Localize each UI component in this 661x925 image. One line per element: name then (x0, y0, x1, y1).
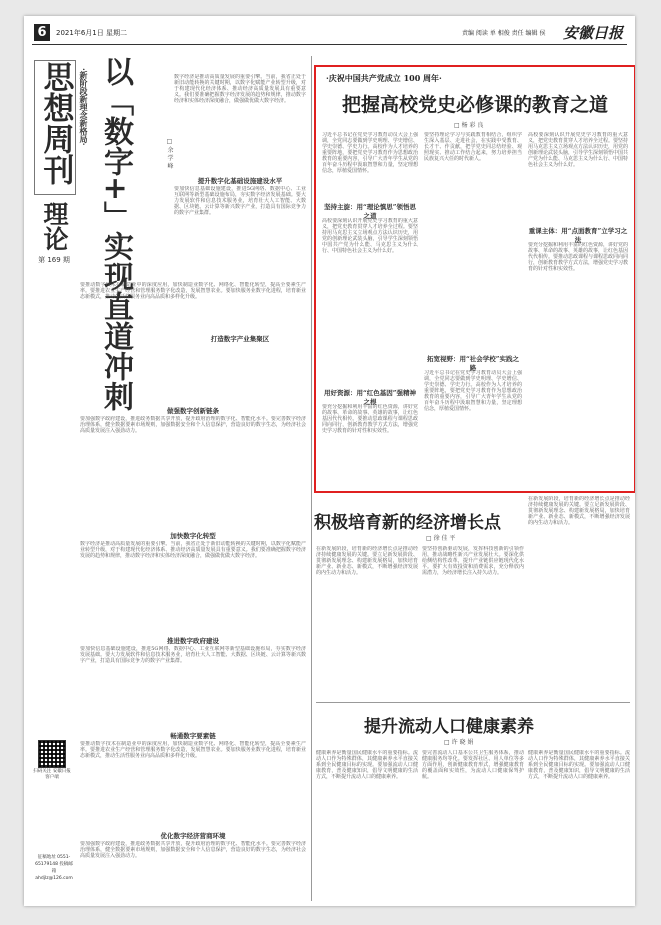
qr-code (38, 740, 66, 768)
article2-subhead: 拓宽视野：用“社会学校”实践之路 (427, 355, 519, 372)
article1-paragraph: 数字经济是推动高质量发展的重要引擎。当前，我省正处于新旧动能转换的关键时期，以数字化赋能产业转型升级，对于构建现代化经济体系、推动经济高质量发展具有重要意义。我们要准确把握数字经济发展的趋势和规律，推动数字经济和实体经济深度融合，做强做优做大数字经济。 (80, 541, 306, 559)
masthead-title-text: 思想周刊 (37, 61, 74, 185)
article2-subhead: 用好资源：用“红色基因”强精神之根 (324, 389, 416, 406)
article2-paragraph: 高校要深刻认识开展党史学习教育的重大意义，把党史教育贯穿人才培养全过程。要坚持用马克思主义立场观点方法认识历史，用党的创新理论武装头脑，引导学生深刻领悟中国共产党为什么能、马克思主义为什么行、中国特色社会主义为什么好。 (322, 218, 418, 254)
section-label: 理论 (40, 201, 69, 251)
article2-paragraph: 习近平总书记在党史学习教育动员大会上强调，全党同志要做到学史明理、学史增信、学史崇德、学史力行。高校作为人才培养的重要阵地，要把党史学习教育作为思想政治教育的重要内容，引导广大青年学生从党的百年奋斗历程中汲取智慧和力量，坚定理想信念，厚植爱国情怀。 (322, 132, 418, 174)
article2-author: □ 杨 彩 良 (454, 122, 484, 129)
article1-paragraph: 要加快信息基础设施建设，推进5G网络、数据中心、工业互联网等新型基础设施布局，夯实数字经济发展基础。要大力发展软件和信息技术服务业，培育壮大人工智能、大数据、区块链、云计算等新兴数字产业，打造具有国际竞争力的数字产业集群。 (174, 186, 306, 216)
page-header (32, 22, 627, 45)
header-date: 2021年6月1日 星期二 (56, 29, 127, 37)
article1-title: 以「数字+」实现直道冲刺 (98, 56, 133, 412)
article1-paragraph: 要加强数字政府建设，推进政务数据共享开放，提升政府治理的数字化、智能化水平。要完善数字经济治理体系，健全数据要素市场规则，加强数据安全和个人信息保护，营造良好的数字生态，为经济社会高质量发展注入强劲动力。 (80, 841, 306, 859)
article4-author: □ 许 晓 娟 (444, 739, 474, 746)
article4-title: 提升流动人口健康素养 (364, 717, 534, 737)
article2-paragraph: 高校要深刻认识开展党史学习教育的重大意义，把党史教育贯穿人才培养全过程。要坚持用马克思主义立场观点方法认识历史，用党的创新理论武装头脑，引导学生深刻领悟中国共产党为什么能、马克思主义为什么行、中国特色社会主义为什么好。 (528, 132, 628, 168)
issue-number: 第 169 期 (38, 256, 70, 264)
article1-subhead: 加快数字化转型 (170, 532, 216, 540)
article4-paragraph: 健康素养是衡量国民健康水平的重要指标。流动人口作为特殊群体，其健康素养水平直接关系到全民健康目标的实现。要加强流动人口健康教育，普及健康知识，倡导文明健康的生活方式，不断提升流动人口的健康素养。 (316, 750, 418, 780)
qr-label: 扫码关注 安徽日报 客户端 (33, 769, 71, 780)
article1-subhead: 提升数字化基础设施建设水平 (197, 177, 283, 185)
article4-paragraph: 要完善流动人口基本公共卫生服务体系，推动健康服务均等化。要发挥社区、用人单位等多方面作用，创新健康教育形式，增强健康教育的覆盖面和实效性，为流动人口健康保驾护航。 (422, 750, 524, 780)
article3-paragraph: 要坚持创新驱动发展，发挥科技创新的引领作用，推动战略性新兴产业发展壮大。要深化供给侧结构性改革，提升产业链供应链现代化水平。要扩大有效投资和消费需求，充分释放内需潜力，为经济增长注入持久动力。 (422, 546, 524, 576)
section-divider (316, 702, 630, 703)
article2-title: 把握高校党史必修课的教育之道 (341, 94, 608, 116)
header-editors: 责编 阅读 单 相俊 责任 编辑 侯 (462, 30, 546, 37)
newspaper-logo: 安徽日报 (562, 24, 623, 42)
article3-paragraph: 在新发展阶段，培育新的经济增长点是推动经济持续健康发展的关键。要立足新发展阶段、贯彻新发展理念、构建新发展格局，加快培育新产业、新业态、新模式，不断增强经济发展的内生动力和活力。 (316, 546, 418, 576)
article1-paragraph: 要推动数字技术在制造业中的深度应用，加快制造业数字化、网络化、智能化转型，提高全要素生产率。要推进农业生产经营和管理服务数字化改造，发展智慧农业。要加快服务业数字化进程，培育新业态新模式，推动生活性服务业向高品质和多样化升级。 (80, 282, 306, 300)
article3-paragraph: 在新发展阶段，培育新的经济增长点是推动经济持续健康发展的关键。要立足新发展阶段、贯彻新发展理念、构建新发展格局，加快培育新产业、新业态、新模式，不断增强经济发展的内生动力和活力。 (528, 496, 630, 526)
article2-paragraph: 要充分挖掘和利用丰富的红色资源，讲好党的故事、革命的故事、英雄的故事，让红色基因代代相传。要推动思政课程与课程思政同向同行，创新教育教学方式方法，增强党史学习教育的针对性和实效性。 (322, 404, 418, 434)
article2-paragraph: 要坚持理论学习与实践教育相结合，组织学生深入基层、走进社会，在实践中受教育、长才干、作贡献，把学党史同总结经验、观照现实、推动工作结合起来，努力培养担当民族复兴大任的时代新人。 (424, 132, 522, 162)
article2-subhead: 坚持主旋：用“理论慎思”领悟思之道 (324, 203, 416, 220)
article1-subhead: 推进数字政府建设 (167, 637, 219, 645)
article2-paragraph: 习近平总书记在党史学习教育动员大会上强调，全党同志要做到学史明理、学史增信、学史崇德、学史力行。高校作为人才培养的重要阵地，要把党史学习教育作为思想政治教育的重要内容，引导广大青年学生从党的百年奋斗历程中汲取智慧和力量，坚定理想信念，厚植爱国情怀。 (424, 370, 522, 412)
article1-subhead: 优化数字经济营商环境 (160, 832, 226, 840)
article2-kicker: ·庆祝中国共产党成立 100 周年· (326, 73, 442, 83)
article2-paragraph: 要充分挖掘和利用丰富的红色资源，讲好党的故事、革命的故事、英雄的故事，让红色基因代代相传。要推动思政课程与课程思政同向同行，创新教育教学方式方法，增强党史学习教育的针对性和实效性。 (528, 242, 628, 272)
article2-subhead: 重课主体：用“点面教育”立学习之法 (528, 227, 628, 244)
article1-subhead: 畅通数字要素链 (170, 732, 216, 740)
article1-kicker: ·新阶段新理念新格局· (79, 68, 89, 146)
newspaper-page (24, 16, 635, 906)
article1-paragraph: 要加强数字政府建设，推进政务数据共享开放，提升政府治理的数字化、智能化水平。要完善数字经济治理体系，健全数据要素市场规则，加强数据安全和个人信息保护，营造良好的数字生态，为经济社会高质量发展注入强劲动力。 (80, 416, 306, 434)
article1-paragraph: 要加快信息基础设施建设，推进5G网络、数据中心、工业互联网等新型基础设施布局，夯实数字经济发展基础。要大力发展软件和信息技术服务业，培育壮大人工智能、大数据、区块链、云计算等新兴数字产业，打造具有国际竞争力的数字产业集群。 (80, 646, 306, 664)
masthead (34, 60, 74, 265)
article1-paragraph: 要推动数字技术在制造业中的深度应用，加快制造业数字化、网络化、智能化转型，提高全要素生产率。要推进农业生产经营和管理服务数字化改造，发展智慧农业。要加快服务业数字化进程，培育新业态新模式，推动生活性服务业向高品质和多样化升级。 (80, 741, 306, 759)
article3-author: □ 徐 佳 平 (426, 535, 456, 542)
masthead-title (34, 60, 76, 195)
article3-title: 积极培育新的经济增长点 (314, 513, 501, 533)
article1-subhead: 打造数字产业集聚区 (210, 335, 270, 343)
article1-author: □ 余 学 峰 (166, 138, 173, 169)
page-number: 6 (34, 24, 50, 41)
article4-paragraph: 健康素养是衡量国民健康水平的重要指标。流动人口作为特殊群体，其健康素养水平直接关系到全民健康目标的实现。要加强流动人口健康教育，普及健康知识，倡导文明健康的生活方式，不断提升流动人口的健康素养。 (528, 750, 630, 780)
article1-paragraph: 数字经济是推动高质量发展的重要引擎。当前，我省正处于新旧动能转换的关键时期，以数字化赋能产业转型升级，对于构建现代化经济体系、推动经济高质量发展具有重要意义。我们要准确把握数字经济发展的趋势和规律，推动数字经济和实体经济深度融合，做强做优做大数字经济。 (174, 74, 306, 104)
article1-subhead: 做强数字创新链条 (167, 407, 219, 415)
column-divider (311, 56, 312, 901)
submission-info: 征稿地址 0551-65179148 投稿邮箱 ahdjlz@126.com (35, 855, 73, 881)
